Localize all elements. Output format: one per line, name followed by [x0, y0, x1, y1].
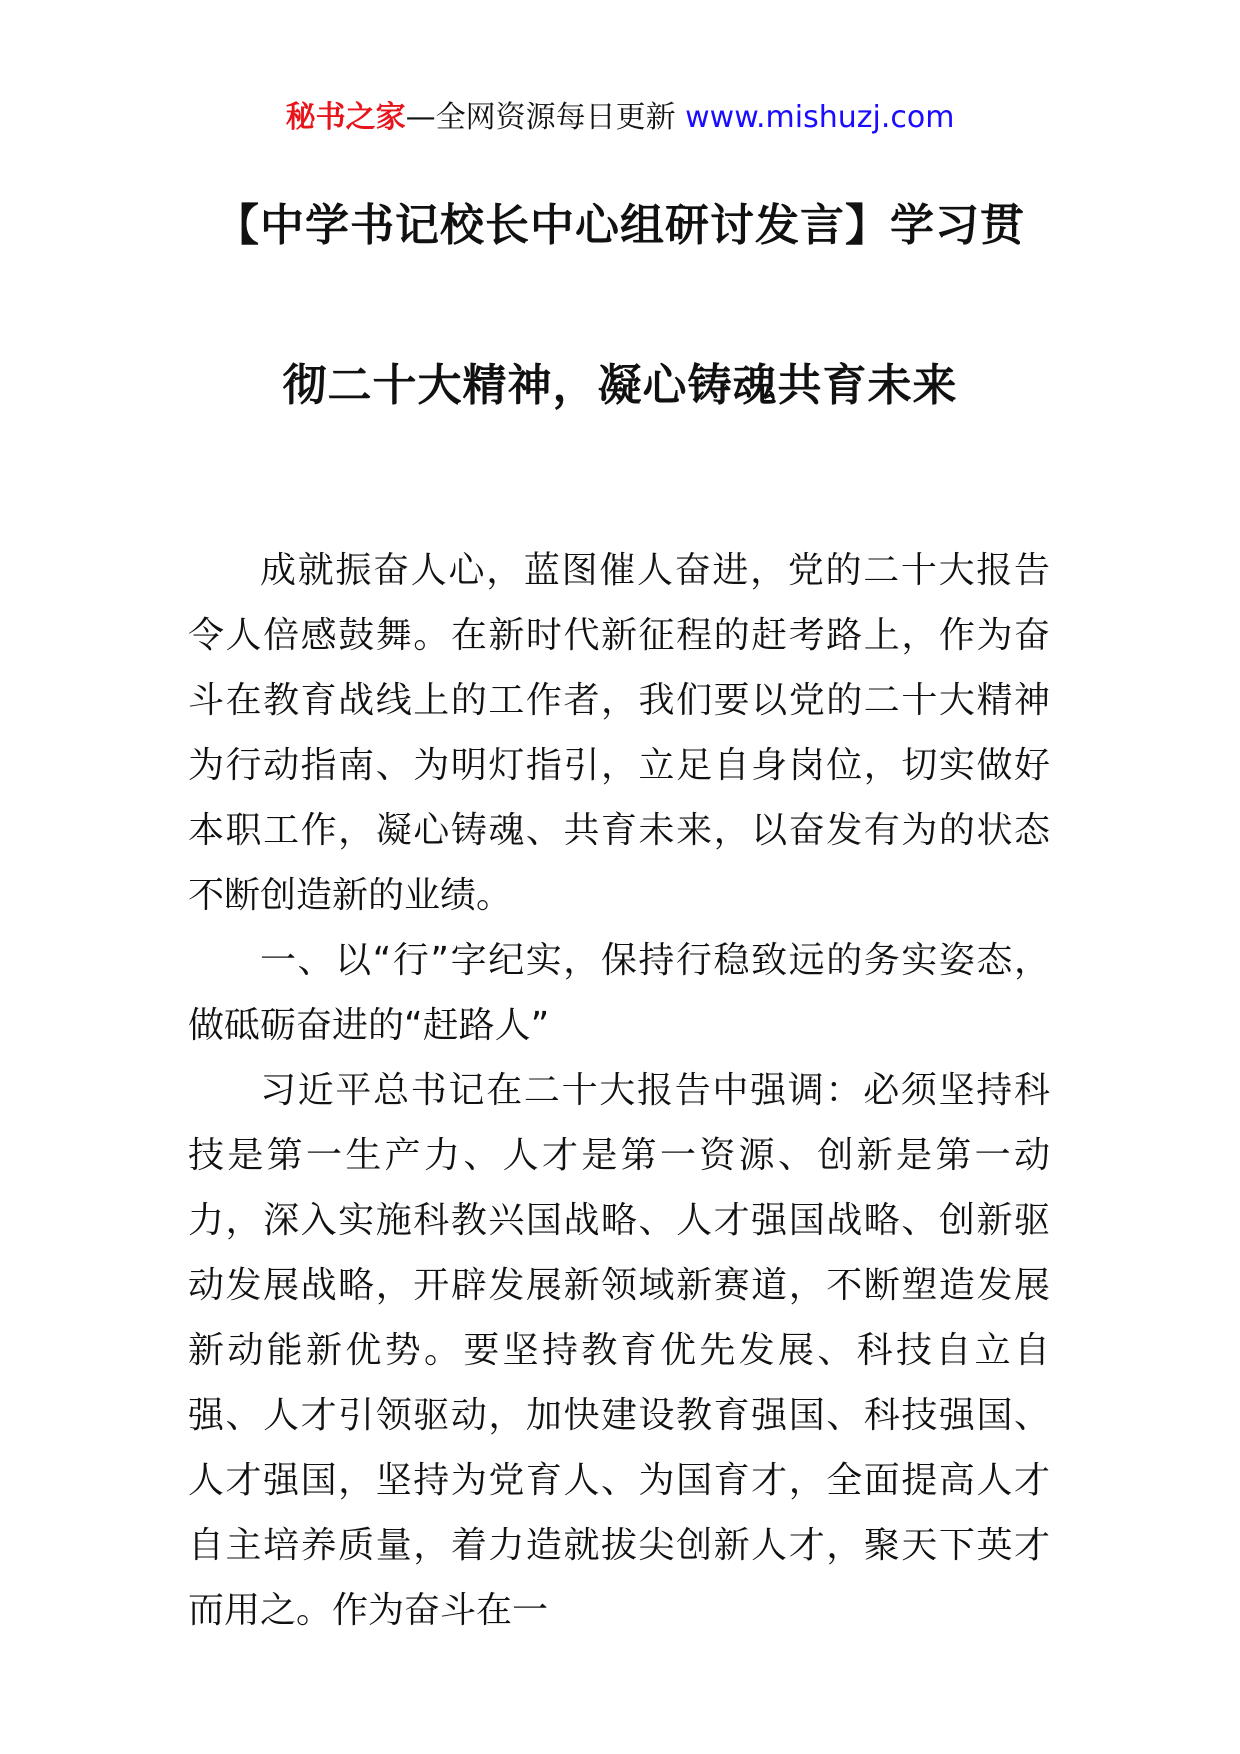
body-paragraph-section-1: 习近平总书记在二十大报告中强调：必须坚持科技是第一生产力、人才是第一资源、创新是第一动力，深入实施科教兴国战略、人才强国战略、创新驱动发展战略，开辟发展新领域新赛道，不断塑造发展新动能新优势。要坚持教育优先发展、科技自立自强、人才引领驱动，加快建设教育强国、科技强国、人才强国，坚持为党育人、为国育才，全面提高人才自主培养质量，着力造就拔尖创新人才，聚天下英才而用之。作为奋斗在一 — [188, 1070, 1050, 1631]
document-body — [188, 538, 1050, 1643]
body-paragraph-intro: 成就振奋人心，蓝图催人奋进，党的二十大报告令人倍感鼓舞。在新时代新征程的赶考路上，作为奋斗在教育战线上的工作者，我们要以党的二十大精神为行动指南、为明灯指引，立足自身岗位，切实做好本职工作，凝心铸魂、共育未来，以奋发有为的状态不断创造新的业绩。 — [188, 550, 1050, 916]
site-header — [0, 98, 1240, 138]
document-title-line-1: 【中学书记校长中心组研讨发言】学习贯 — [215, 200, 1025, 251]
site-slogan: —全网资源每日更新 — [405, 100, 686, 135]
site-url-link[interactable]: www.mishuzj.com — [685, 100, 955, 135]
section-heading-1: 一、以“行”字纪实，保持行稳致远的务实姿态，做砥砺奋进的“赶路人” — [188, 940, 1050, 1046]
document-title-line-2: 彻二十大精神，凝心铸魂共育未来 — [282, 360, 958, 411]
site-name: 秘书之家 — [285, 100, 406, 135]
